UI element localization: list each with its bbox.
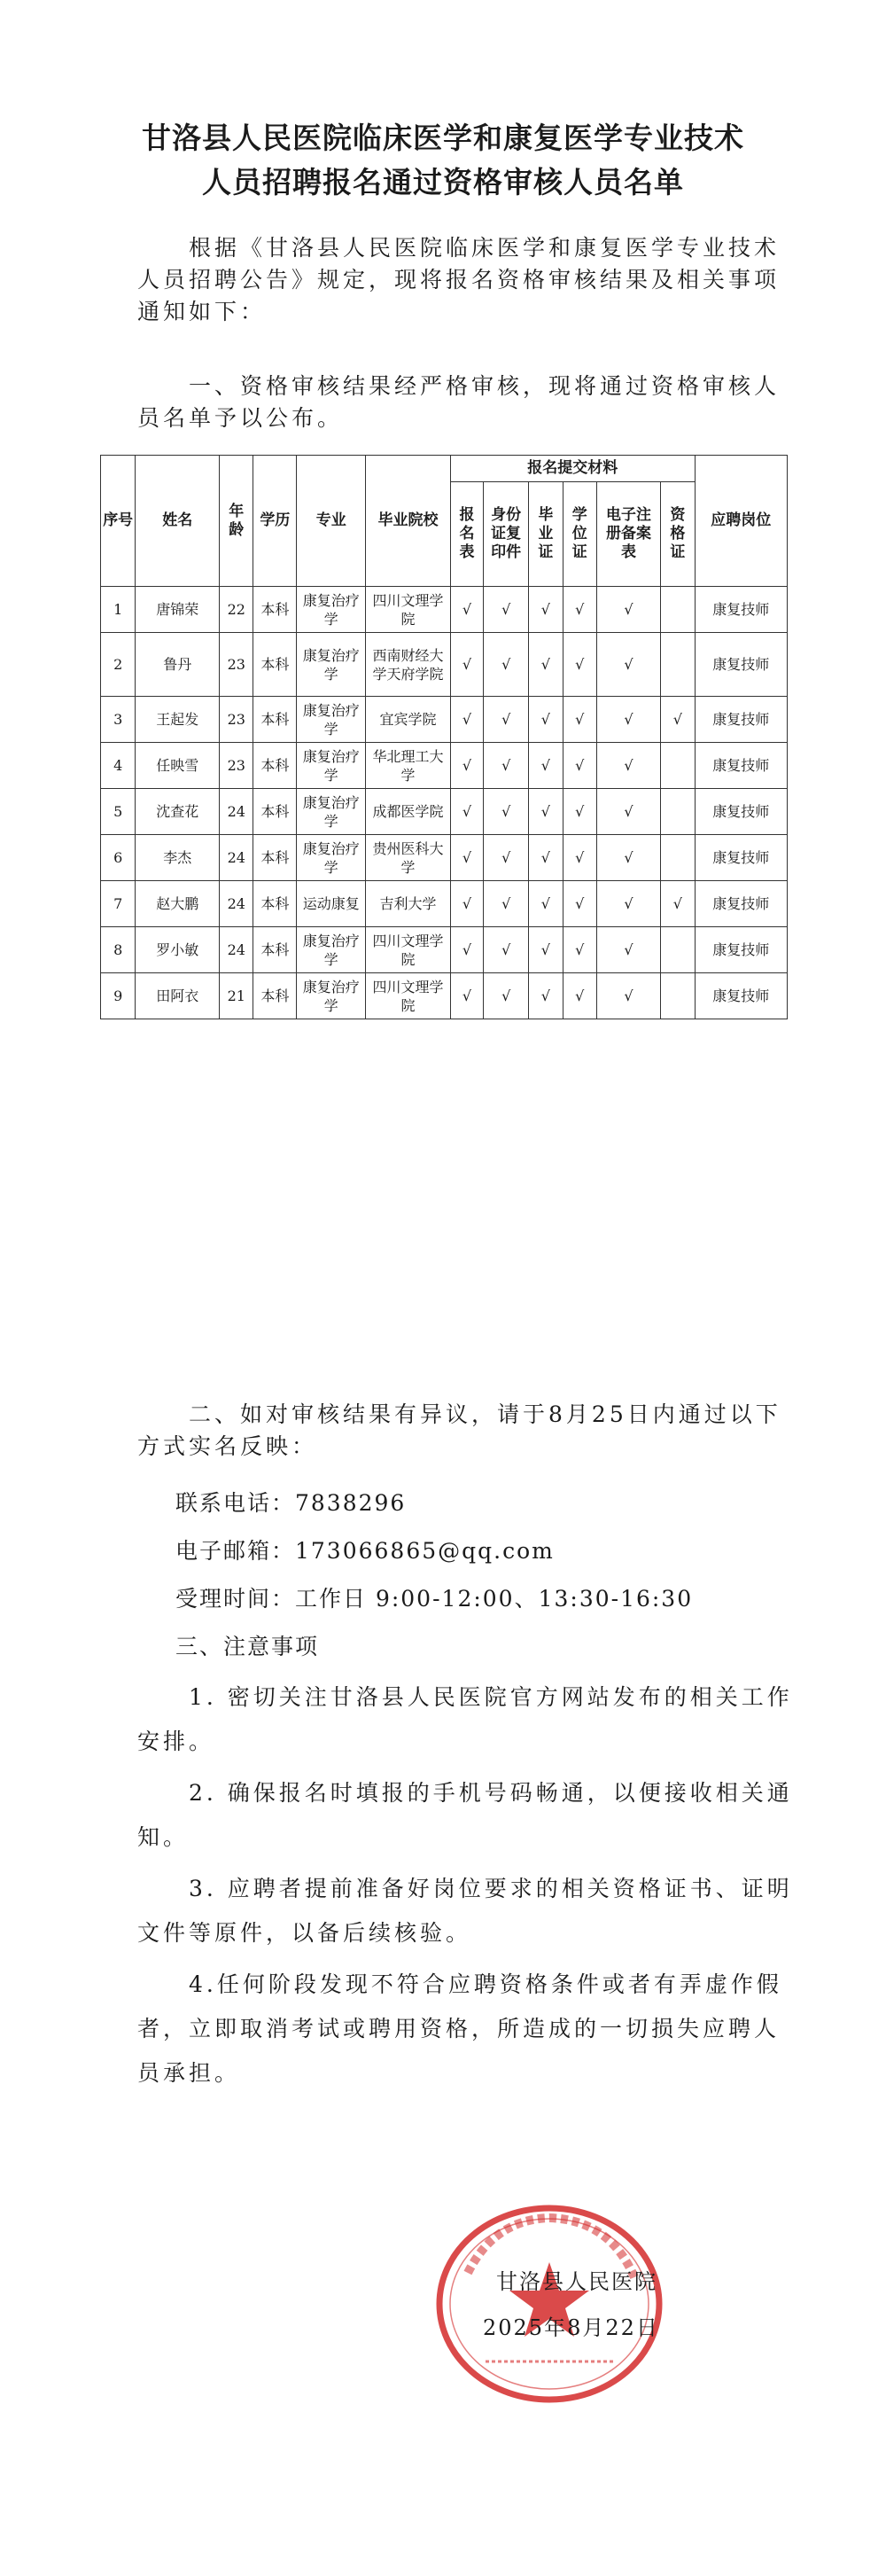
cell-qualification-check: [661, 973, 695, 1019]
cell-position: 康复技师: [695, 881, 787, 927]
cell-age: 24: [220, 835, 253, 881]
header-cell: 报名表: [450, 482, 483, 587]
header-cell: 电子注册备案表: [596, 482, 660, 587]
cell-major: 康复治疗学: [297, 743, 366, 789]
cell-id-copy-check: √: [484, 973, 529, 1019]
cell-id-copy-check: √: [484, 697, 529, 743]
cell-major: 康复治疗学: [297, 633, 366, 697]
signature-org: 甘洛县人民医院: [496, 2269, 657, 2294]
cell-name: 罗小敏: [136, 927, 220, 973]
header-cell: 毕业院校: [366, 456, 451, 587]
table-row: [101, 927, 788, 973]
cell-major: 康复治疗学: [297, 835, 366, 881]
cell-name: 唐锦荣: [136, 587, 220, 633]
table-row: [101, 881, 788, 927]
signature-date: 2025年8月22日: [483, 2315, 659, 2340]
cell-diploma-check: √: [529, 927, 563, 973]
section-2-paragraph: 二、如对审核结果有异议，请于8月25日内通过以下方式实名反映：: [137, 1401, 781, 1459]
cell-school: 四川文理学院: [366, 973, 451, 1019]
cell-e-registration-check: √: [596, 587, 660, 633]
cell-form-check: √: [450, 697, 483, 743]
cell-school: 四川文理学院: [366, 587, 451, 633]
cell-qualification-check: [661, 789, 695, 835]
cell-qualification-check: [661, 587, 695, 633]
cell-degree: 本科: [253, 789, 297, 835]
header-cell: 资格证: [661, 482, 695, 587]
cell-degree-cert-check: √: [563, 633, 596, 697]
materials-group-header: 报名提交材料: [450, 456, 695, 482]
cell-name: 李杰: [136, 835, 220, 881]
cell-e-registration-check: √: [596, 697, 660, 743]
cell-position: 康复技师: [695, 927, 787, 973]
cell-degree: 本科: [253, 881, 297, 927]
cell-id-copy-check: √: [484, 881, 529, 927]
contact-hours: 受理时间：工作日 9:00-12:00、13:30-16:30: [175, 1586, 694, 1612]
cell-age: 21: [220, 973, 253, 1019]
cell-row-index: 7: [101, 881, 136, 927]
cell-degree-cert-check: √: [563, 697, 596, 743]
cell-form-check: √: [450, 835, 483, 881]
cell-row-index: 9: [101, 973, 136, 1019]
cell-degree: 本科: [253, 973, 297, 1019]
cell-id-copy-check: √: [484, 835, 529, 881]
cell-position: 康复技师: [695, 789, 787, 835]
cell-e-registration-check: √: [596, 973, 660, 1019]
header-cell: 应聘岗位: [695, 456, 787, 587]
table-row: [101, 835, 788, 881]
cell-major: 运动康复: [297, 881, 366, 927]
table-row: [101, 697, 788, 743]
note-3: 3. 应聘者提前准备好岗位要求的相关资格证书、证明文件等原件，以备后续核验。: [137, 1876, 793, 1946]
cell-degree: 本科: [253, 633, 297, 697]
cell-name: 王起发: [136, 697, 220, 743]
cell-id-copy-check: √: [484, 789, 529, 835]
cell-form-check: √: [450, 927, 483, 973]
cell-position: 康复技师: [695, 835, 787, 881]
cell-school: 华北理工大学: [366, 743, 451, 789]
cell-age: 22: [220, 587, 253, 633]
cell-degree-cert-check: √: [563, 835, 596, 881]
cell-row-index: 3: [101, 697, 136, 743]
table-row: [101, 973, 788, 1019]
title-line-2: 人员招聘报名通过资格审核人员名单: [202, 165, 684, 199]
cell-e-registration-check: √: [596, 633, 660, 697]
qualified-candidates-table: [100, 455, 788, 1019]
cell-qualification-check: [661, 835, 695, 881]
cell-degree-cert-check: √: [563, 743, 596, 789]
cell-qualification-check: [661, 927, 695, 973]
cell-diploma-check: √: [529, 789, 563, 835]
cell-id-copy-check: √: [484, 743, 529, 789]
cell-form-check: √: [450, 587, 483, 633]
note-2: 2. 确保报名时填报的手机号码畅通，以便接收相关通知。: [137, 1780, 793, 1850]
cell-school: 贵州医科大学: [366, 835, 451, 881]
title-line-1: 甘洛县人民医院临床医学和康复医学专业技术: [142, 121, 744, 155]
cell-school: 四川文理学院: [366, 927, 451, 973]
header-cell: 年龄: [220, 456, 253, 587]
cell-age: 23: [220, 743, 253, 789]
cell-form-check: √: [450, 881, 483, 927]
cell-e-registration-check: √: [596, 835, 660, 881]
cell-degree: 本科: [253, 835, 297, 881]
cell-row-index: 4: [101, 743, 136, 789]
header-cell: 身份证复印件: [484, 482, 529, 587]
section-3-heading: 三、注意事项: [175, 1634, 320, 1659]
cell-position: 康复技师: [695, 743, 787, 789]
cell-major: 康复治疗学: [297, 973, 366, 1019]
header-cell: 学位证: [563, 482, 596, 587]
cell-school: 吉利大学: [366, 881, 451, 927]
cell-degree-cert-check: √: [563, 789, 596, 835]
header-cell: 毕业证: [529, 482, 563, 587]
intro-paragraph: 根据《甘洛县人民医院临床医学和康复医学专业技术人员招聘公告》规定，现将报名资格审核结果及相关事项通知如下：: [137, 235, 781, 324]
cell-diploma-check: √: [529, 697, 563, 743]
cell-qualification-check: √: [661, 697, 695, 743]
cell-e-registration-check: √: [596, 789, 660, 835]
cell-age: 23: [220, 633, 253, 697]
table-row: [101, 789, 788, 835]
cell-id-copy-check: √: [484, 927, 529, 973]
cell-name: 鲁丹: [136, 633, 220, 697]
cell-row-index: 6: [101, 835, 136, 881]
table-row: [101, 633, 788, 697]
cell-diploma-check: √: [529, 835, 563, 881]
header-cell: 序号: [101, 456, 136, 587]
note-1: 1. 密切关注甘洛县人民医院官方网站发布的相关工作安排。: [137, 1684, 793, 1754]
table-row: [101, 587, 788, 633]
cell-row-index: 8: [101, 927, 136, 973]
cell-position: 康复技师: [695, 973, 787, 1019]
note-4: 4.任何阶段发现不符合应聘资格条件或者有弄虚作假者，立即取消考试或聘用资格，所造成的一切损失应聘人员承担。: [137, 1971, 782, 2086]
cell-name: 沈查花: [136, 789, 220, 835]
cell-position: 康复技师: [695, 587, 787, 633]
cell-name: 任映雪: [136, 743, 220, 789]
cell-id-copy-check: √: [484, 587, 529, 633]
cell-age: 24: [220, 881, 253, 927]
cell-name: 赵大鹏: [136, 881, 220, 927]
cell-qualification-check: [661, 633, 695, 697]
section-1-paragraph: 一、资格审核结果经严格审核，现将通过资格审核人员名单予以公布。: [137, 373, 781, 431]
cell-degree-cert-check: √: [563, 587, 596, 633]
contact-phone: 联系电话：7838296: [175, 1490, 407, 1516]
cell-degree-cert-check: √: [563, 973, 596, 1019]
header-cell: 学历: [253, 456, 297, 587]
cell-age: 24: [220, 789, 253, 835]
header-cell: 专业: [297, 456, 366, 587]
cell-form-check: √: [450, 743, 483, 789]
cell-position: 康复技师: [695, 697, 787, 743]
cell-diploma-check: √: [529, 973, 563, 1019]
cell-degree-cert-check: √: [563, 881, 596, 927]
cell-school: 成都医学院: [366, 789, 451, 835]
cell-degree-cert-check: √: [563, 927, 596, 973]
cell-degree: 本科: [253, 743, 297, 789]
header-cell: 姓名: [136, 456, 220, 587]
cell-major: 康复治疗学: [297, 697, 366, 743]
cell-name: 田阿衣: [136, 973, 220, 1019]
cell-qualification-check: √: [661, 881, 695, 927]
official-seal: [432, 2202, 666, 2406]
cell-degree: 本科: [253, 587, 297, 633]
cell-age: 24: [220, 927, 253, 973]
contact-email: 电子邮箱：173066865@qq.com: [175, 1538, 555, 1564]
cell-qualification-check: [661, 743, 695, 789]
cell-form-check: √: [450, 633, 483, 697]
cell-row-index: 5: [101, 789, 136, 835]
cell-e-registration-check: √: [596, 743, 660, 789]
cell-major: 康复治疗学: [297, 927, 366, 973]
cell-school: 宜宾学院: [366, 697, 451, 743]
cell-age: 23: [220, 697, 253, 743]
cell-position: 康复技师: [695, 633, 787, 697]
cell-row-index: 2: [101, 633, 136, 697]
cell-e-registration-check: √: [596, 881, 660, 927]
cell-id-copy-check: √: [484, 633, 529, 697]
cell-diploma-check: √: [529, 633, 563, 697]
table-row: [101, 743, 788, 789]
cell-school: 西南财经大学天府学院: [366, 633, 451, 697]
cell-diploma-check: √: [529, 881, 563, 927]
cell-form-check: √: [450, 973, 483, 1019]
cell-major: 康复治疗学: [297, 587, 366, 633]
cell-e-registration-check: √: [596, 927, 660, 973]
cell-degree: 本科: [253, 927, 297, 973]
cell-major: 康复治疗学: [297, 789, 366, 835]
cell-form-check: √: [450, 789, 483, 835]
cell-diploma-check: √: [529, 743, 563, 789]
cell-diploma-check: √: [529, 587, 563, 633]
cell-degree: 本科: [253, 697, 297, 743]
cell-row-index: 1: [101, 587, 136, 633]
